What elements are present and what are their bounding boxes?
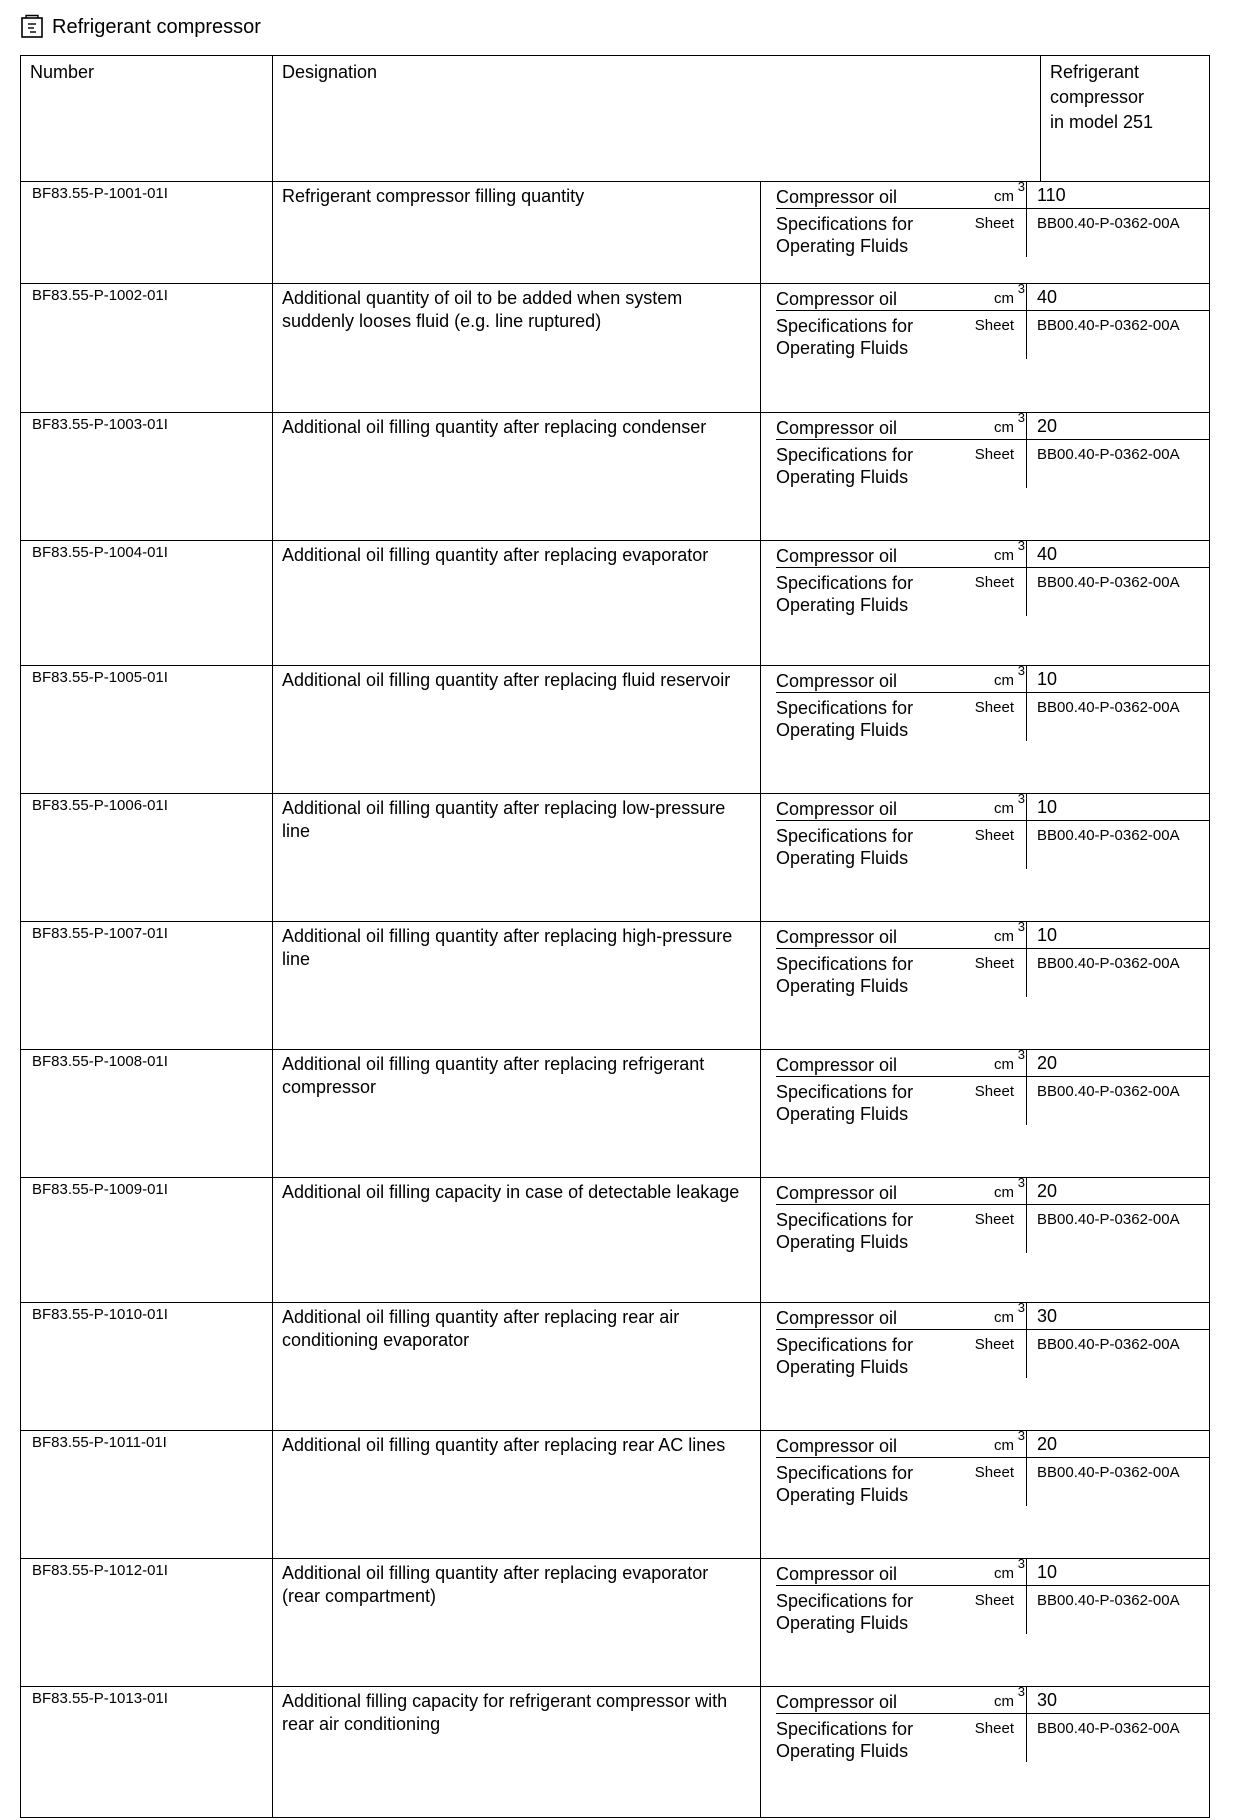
- oil-unit-exponent: 3: [1017, 538, 1025, 553]
- oil-unit: cm 3: [994, 1563, 1026, 1585]
- oil-unit: cm 3: [994, 288, 1026, 310]
- oil-value: 40: [1026, 541, 1209, 567]
- header-number: Number: [21, 56, 273, 182]
- oil-label: Compressor oil: [776, 1308, 898, 1328]
- oil-unit: cm 3: [994, 545, 1026, 567]
- spec-sheet-link[interactable]: BB00.40-P-0362-00A: [1026, 948, 1209, 997]
- spec-label: Specifications for Operating Fluids: [776, 1591, 914, 1633]
- row-number: BF83.55-P-1008-01I: [21, 1050, 273, 1178]
- row-designation: Additional oil filling quantity after replacing low-pressure line: [273, 794, 761, 922]
- row-number: BF83.55-P-1005-01I: [21, 666, 273, 794]
- spec-sheet-link[interactable]: BB00.40-P-0362-00A: [1026, 1457, 1209, 1506]
- oil-value: 110: [1026, 182, 1209, 208]
- row-specs: [761, 791, 1210, 922]
- spec-sheet-link[interactable]: BB00.40-P-0362-00A: [1026, 439, 1209, 488]
- spec-unit: Sheet: [974, 1464, 1014, 1481]
- oil-line: [761, 791, 1209, 820]
- row-designation: Additional oil filling quantity after replacing high-pressure line: [273, 922, 761, 1050]
- oil-value: 10: [1026, 666, 1209, 692]
- spec-line: [761, 208, 1209, 257]
- oil-line: [761, 1300, 1209, 1329]
- row-number: BF83.55-P-1012-01I: [21, 1559, 273, 1687]
- table-row: [21, 1178, 1210, 1303]
- spec-line: [761, 820, 1209, 869]
- table-row: [21, 666, 1210, 794]
- oil-line: [761, 663, 1209, 692]
- row-number: BF83.55-P-1011-01I: [21, 1431, 273, 1559]
- table-row: [21, 541, 1210, 666]
- oil-line: [761, 179, 1209, 208]
- oil-value: 10: [1026, 1559, 1209, 1585]
- header-designation: Designation: [273, 56, 1041, 182]
- oil-label: Compressor oil: [776, 1564, 898, 1584]
- table-row: [21, 284, 1210, 413]
- oil-unit-exponent: 3: [1017, 1556, 1025, 1571]
- row-designation: Additional quantity of oil to be added when system suddenly looses fluid (e.g. line ruptured): [273, 284, 761, 413]
- spec-label: Specifications for Operating Fluids: [776, 1210, 914, 1252]
- row-designation: Additional oil filling quantity after replacing evaporator: [273, 541, 761, 666]
- row-designation: Refrigerant compressor filling quantity: [273, 182, 761, 284]
- oil-label: Compressor oil: [776, 187, 898, 207]
- oil-value: 30: [1026, 1303, 1209, 1329]
- oil-unit-exponent: 3: [1017, 179, 1025, 194]
- oil-label: Compressor oil: [776, 671, 898, 691]
- table-row: [21, 1303, 1210, 1431]
- oil-unit: cm 3: [994, 1435, 1026, 1457]
- oil-unit: cm 3: [994, 186, 1026, 208]
- oil-line: [761, 1556, 1209, 1585]
- spec-sheet-link[interactable]: BB00.40-P-0362-00A: [1026, 692, 1209, 741]
- oil-unit: cm 3: [994, 417, 1026, 439]
- oil-line: [761, 1175, 1209, 1204]
- spec-label: Specifications for Operating Fluids: [776, 826, 914, 868]
- row-specs: [761, 538, 1210, 666]
- spec-unit: Sheet: [974, 1336, 1014, 1353]
- row-designation: Additional oil filling quantity after replacing rear AC lines: [273, 1431, 761, 1559]
- page-header: [20, 10, 261, 44]
- spec-sheet-link[interactable]: BB00.40-P-0362-00A: [1026, 820, 1209, 869]
- row-specs: [761, 919, 1210, 1050]
- spec-unit: Sheet: [974, 699, 1014, 716]
- row-number: BF83.55-P-1010-01I: [21, 1303, 273, 1431]
- table-row: [21, 1559, 1210, 1687]
- table-row: [21, 1687, 1210, 1818]
- row-specs: [761, 1300, 1210, 1431]
- spec-unit: Sheet: [974, 1720, 1014, 1737]
- oil-line: [761, 410, 1209, 439]
- spec-label: Specifications for Operating Fluids: [776, 1082, 914, 1124]
- oil-unit-exponent: 3: [1017, 1047, 1025, 1062]
- spec-line: [761, 948, 1209, 997]
- table-row: [21, 1050, 1210, 1178]
- spec-sheet-link[interactable]: BB00.40-P-0362-00A: [1026, 1713, 1209, 1762]
- oil-label: Compressor oil: [776, 289, 898, 309]
- header-model: Refrigerant compressor in model 251: [1041, 56, 1210, 182]
- oil-unit-exponent: 3: [1017, 791, 1025, 806]
- oil-label: Compressor oil: [776, 1183, 898, 1203]
- table-row: [21, 794, 1210, 922]
- oil-label: Compressor oil: [776, 927, 898, 947]
- row-specs: [761, 179, 1210, 284]
- spec-line: [761, 1329, 1209, 1378]
- spec-sheet-link[interactable]: BB00.40-P-0362-00A: [1026, 1585, 1209, 1634]
- oil-unit-exponent: 3: [1017, 919, 1025, 934]
- oil-line: [761, 1684, 1209, 1713]
- row-specs: [761, 1175, 1210, 1303]
- spec-label: Specifications for Operating Fluids: [776, 1335, 914, 1377]
- row-designation: Additional oil filling quantity after replacing condenser: [273, 413, 761, 541]
- row-specs: [761, 1047, 1210, 1178]
- page-title: Refrigerant compressor: [52, 15, 261, 38]
- oil-line: [761, 538, 1209, 567]
- table-row: [21, 1431, 1210, 1559]
- table-row: [21, 922, 1210, 1050]
- spec-unit: Sheet: [974, 1211, 1014, 1228]
- table-header-row: [21, 56, 1210, 182]
- row-specs: [761, 1556, 1210, 1687]
- oil-value: 40: [1026, 284, 1209, 310]
- oil-value: 20: [1026, 1050, 1209, 1076]
- oil-unit-exponent: 3: [1017, 1300, 1025, 1315]
- oil-label: Compressor oil: [776, 418, 898, 438]
- spec-line: [761, 567, 1209, 616]
- spec-label: Specifications for Operating Fluids: [776, 214, 914, 256]
- spec-label: Specifications for Operating Fluids: [776, 316, 914, 358]
- row-designation: Additional filling capacity for refrigerant compressor with rear air conditioning: [273, 1687, 761, 1818]
- oil-value: 30: [1026, 1687, 1209, 1713]
- row-designation: Additional oil filling quantity after replacing refrigerant compressor: [273, 1050, 761, 1178]
- oil-value: 10: [1026, 794, 1209, 820]
- oil-label: Compressor oil: [776, 1692, 898, 1712]
- oil-unit: cm 3: [994, 1691, 1026, 1713]
- oil-label: Compressor oil: [776, 546, 898, 566]
- spec-label: Specifications for Operating Fluids: [776, 1463, 914, 1505]
- table-row: [21, 182, 1210, 284]
- spec-sheet-link[interactable]: BB00.40-P-0362-00A: [1026, 567, 1209, 616]
- spec-unit: Sheet: [974, 317, 1014, 334]
- spec-label: Specifications for Operating Fluids: [776, 573, 914, 615]
- spec-unit: Sheet: [974, 215, 1014, 232]
- oil-unit-exponent: 3: [1017, 1428, 1025, 1443]
- spec-line: [761, 1076, 1209, 1125]
- row-number: BF83.55-P-1003-01I: [21, 413, 273, 541]
- oil-label: Compressor oil: [776, 799, 898, 819]
- row-number: BF83.55-P-1007-01I: [21, 922, 273, 1050]
- oil-unit: cm 3: [994, 798, 1026, 820]
- spec-unit: Sheet: [974, 1083, 1014, 1100]
- oil-value: 20: [1026, 1178, 1209, 1204]
- oil-unit: cm 3: [994, 1307, 1026, 1329]
- spec-unit: Sheet: [974, 827, 1014, 844]
- row-specs: [761, 663, 1210, 794]
- oil-value: 10: [1026, 922, 1209, 948]
- spec-line: [761, 310, 1209, 359]
- oil-line: [761, 281, 1209, 310]
- row-number: BF83.55-P-1009-01I: [21, 1178, 273, 1303]
- spec-unit: Sheet: [974, 955, 1014, 972]
- oil-unit-exponent: 3: [1017, 281, 1025, 296]
- spec-sheet-link[interactable]: BB00.40-P-0362-00A: [1026, 1204, 1209, 1253]
- row-designation: Additional oil filling capacity in case of detectable leakage: [273, 1178, 761, 1303]
- spec-sheet-link[interactable]: BB00.40-P-0362-00A: [1026, 310, 1209, 359]
- row-specs: [761, 410, 1210, 541]
- spec-sheet-link[interactable]: BB00.40-P-0362-00A: [1026, 1076, 1209, 1125]
- spec-unit: Sheet: [974, 1592, 1014, 1609]
- row-designation: Additional oil filling quantity after replacing fluid reservoir: [273, 666, 761, 794]
- oil-unit-exponent: 3: [1017, 663, 1025, 678]
- spec-line: [761, 1713, 1209, 1762]
- table-row: [21, 413, 1210, 541]
- spec-unit: Sheet: [974, 574, 1014, 591]
- row-specs: [761, 281, 1210, 413]
- row-specs: [761, 1428, 1210, 1559]
- oil-line: [761, 1428, 1209, 1457]
- row-number: BF83.55-P-1006-01I: [21, 794, 273, 922]
- spec-line: [761, 1585, 1209, 1634]
- spec-line: [761, 1457, 1209, 1506]
- spec-unit: Sheet: [974, 446, 1014, 463]
- spec-label: Specifications for Operating Fluids: [776, 698, 914, 740]
- oil-unit: cm 3: [994, 1054, 1026, 1076]
- document-icon: [20, 14, 46, 40]
- spec-label: Specifications for Operating Fluids: [776, 445, 914, 487]
- oil-line: [761, 919, 1209, 948]
- oil-unit: cm 3: [994, 1182, 1026, 1204]
- row-number: BF83.55-P-1002-01I: [21, 284, 273, 413]
- oil-label: Compressor oil: [776, 1055, 898, 1075]
- row-specs: [761, 1684, 1210, 1818]
- spec-line: [761, 439, 1209, 488]
- oil-unit-exponent: 3: [1017, 410, 1025, 425]
- row-number: BF83.55-P-1004-01I: [21, 541, 273, 666]
- fluids-table: [20, 55, 1210, 1818]
- oil-line: [761, 1047, 1209, 1076]
- row-number: BF83.55-P-1001-01I: [21, 182, 273, 284]
- row-designation: Additional oil filling quantity after replacing evaporator (rear compartment): [273, 1559, 761, 1687]
- row-designation: Additional oil filling quantity after replacing rear air conditioning evaporator: [273, 1303, 761, 1431]
- spec-line: [761, 692, 1209, 741]
- oil-label: Compressor oil: [776, 1436, 898, 1456]
- oil-unit: cm 3: [994, 670, 1026, 692]
- spec-label: Specifications for Operating Fluids: [776, 1719, 914, 1761]
- spec-label: Specifications for Operating Fluids: [776, 954, 914, 996]
- oil-unit-exponent: 3: [1017, 1175, 1025, 1190]
- spec-sheet-link[interactable]: BB00.40-P-0362-00A: [1026, 1329, 1209, 1378]
- oil-unit-exponent: 3: [1017, 1684, 1025, 1699]
- spec-sheet-link[interactable]: BB00.40-P-0362-00A: [1026, 208, 1209, 257]
- spec-line: [761, 1204, 1209, 1253]
- oil-unit: cm 3: [994, 926, 1026, 948]
- oil-value: 20: [1026, 413, 1209, 439]
- oil-value: 20: [1026, 1431, 1209, 1457]
- row-number: BF83.55-P-1013-01I: [21, 1687, 273, 1818]
